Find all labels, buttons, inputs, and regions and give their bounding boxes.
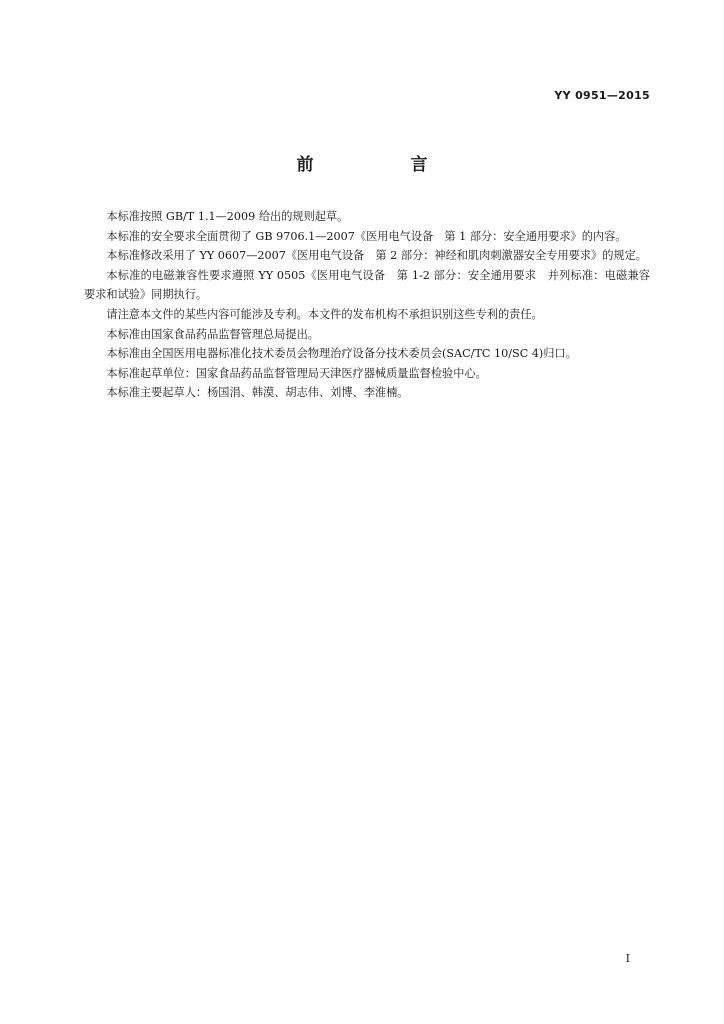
paragraph-drafting-organization: 本标准起草单位：国家食品药品监督管理局天津医疗器械质量监督检验中心。 bbox=[106, 366, 487, 380]
paragraph-emc-requirements: 本标准的电磁兼容性要求遵照 YY 0505《医用电气设备 第 1-2 部分：安全通用要求 并列标准：电磁兼容 要求和试验》同期执行。 bbox=[84, 268, 662, 302]
paragraph-technical-committee: 本标准由全国医用电器标准化技术委员会物理治疗设备分技术委员会(SAC/TC 10/SC 4)归口。 bbox=[106, 347, 577, 361]
paragraph-patent-notice: 请注意本文件的某些内容可能涉及专利。本文件的发布机构不承担识别这些专利的责任。 bbox=[106, 307, 543, 321]
page-title: 前 言 bbox=[296, 155, 468, 175]
foreword-body bbox=[84, 207, 662, 403]
paragraph-proposer: 本标准由国家食品药品监督管理总局提出。 bbox=[106, 327, 319, 341]
paragraph-safety-requirements: 本标准的安全要求全面贯彻了 GB 9706.1—2007《医用电气设备 第 1 部分：安全通用要求》的内容。 bbox=[106, 229, 627, 243]
paragraph-modified-adoption: 本标准修改采用了 YY 0607—2007《医用电气设备 第 2 部分：神经和肌肉刺激器安全专用要求》的规定。 bbox=[106, 249, 647, 263]
paragraph-drafters: 本标准主要起草人：杨国涓、韩漠、胡志伟、刘博、李淮楠。 bbox=[106, 386, 409, 400]
paragraph-drafting-rules: 本标准按照 GB/T 1.1—2009 给出的规则起草。 bbox=[106, 210, 349, 223]
page-number: I bbox=[625, 952, 630, 965]
standard-code: YY 0951—2015 bbox=[554, 89, 650, 102]
